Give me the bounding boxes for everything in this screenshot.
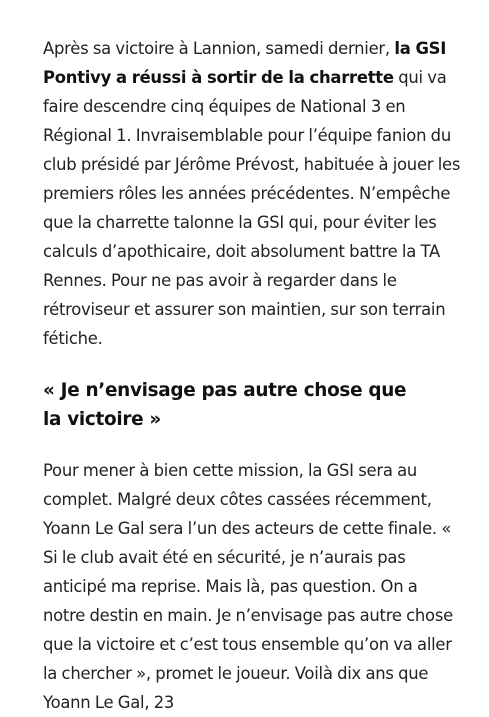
paragraph-intro (43, 34, 461, 353)
paragraph-quote: Pour mener à bien cette mission, la GSI sera au complet. Malgré deux côtes cassées récemment, Yoann Le Gal sera l’un des acteurs de cette finale. « Si le club avait été en sécurité, je n’aurais pas anticipé ma reprise. Mais là, pas question. On a notre destin en main. Je n’envisage pas autre chose que la victoire et c’est tous ensemble qu’on va aller la chercher », promet le joueur. Voilà dix ans que Yoann Le Gal, 23 (43, 461, 453, 712)
paragraph-intro-rest: qui va faire descendre cinq équipes de National 3 en Régional 1. Invraisemblable pour l’équipe fanion du club présidé par Jérôme Prévost, habituée à jouer les premiers rôles les années précédentes. N’empêche que la charrette talonne la GSI qui, pour éviter les calculs d’apothicaire, doit absolument battre la TA Rennes. Pour ne pas avoir à regarder dans le rétroviseur et assurer son maintien, sur son terrain fétiche. (43, 68, 461, 348)
paragraph-intro-highlight: la GSI Pontivy a réussi à sortir de la charrette (43, 39, 447, 87)
paragraph-intro-lead: Après sa victoire à Lannion, samedi dernier, (43, 39, 395, 58)
section-subheading: « Je n’envisage pas autre chose que la victoire » (43, 380, 407, 430)
